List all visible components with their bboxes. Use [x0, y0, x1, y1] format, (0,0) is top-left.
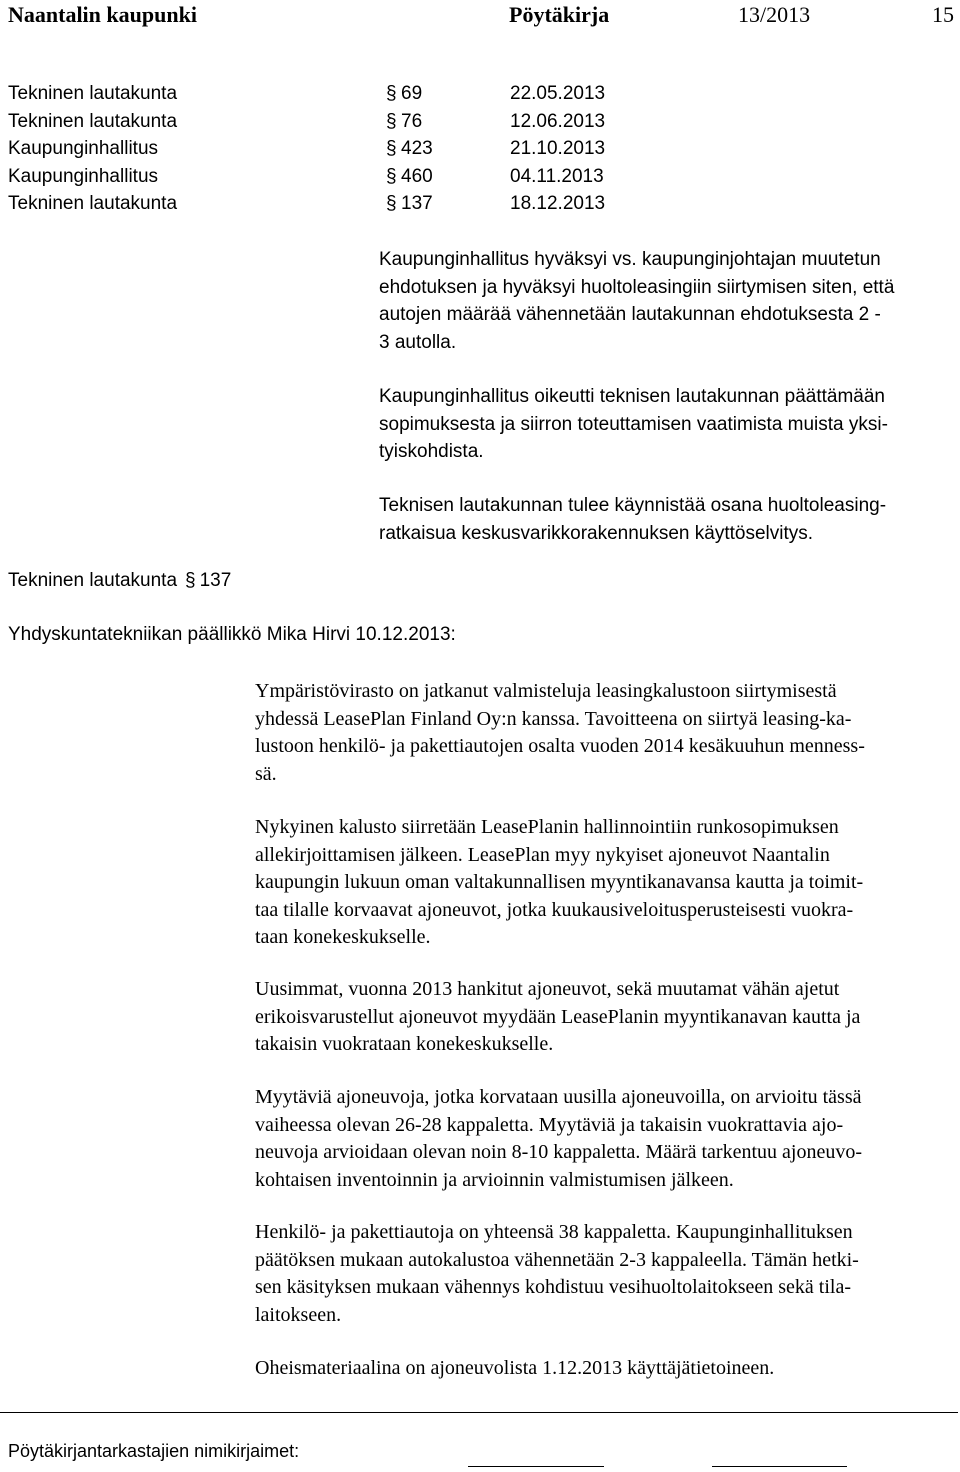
history-number: 76	[401, 110, 423, 132]
current-section-body: Tekninen lautakunta	[8, 570, 178, 591]
decision-paragraph: Teknisen lautakunnan tulee käynnistää osana huoltoleasing- ratkaisua keskusvarikkorakennuksen käyttöselvitys.	[379, 495, 887, 544]
initials-label: Pöytäkirjantarkastajien nimikirjaimet:	[8, 1441, 300, 1461]
initials-line	[712, 1466, 847, 1467]
body-paragraph: Ympäristövirasto on jatkanut valmisteluja leasingkalustoon siirtymisestä yhdessä LeasePlan Finland Oy:n kanssa. Tavoitteena on siirtyä leasing-ka- lustoon henkilö- ja pakettiautojen osalta vuoden 2014 kesäkuuhun menness- sä.	[255, 680, 865, 785]
history-body: Tekninen lautakunta	[8, 110, 178, 132]
history-number: 137	[401, 193, 433, 214]
decision-paragraph: Kaupunginhallitus oikeutti teknisen lautakunnan päättämään sopimuksesta ja siirron toteuttamisen vaatimista muista yksi- tyiskohdista.	[379, 386, 888, 463]
section-symbol: §	[386, 110, 397, 132]
history-date: 22.05.2013	[510, 83, 606, 104]
decision-paragraph: Kaupunginhallitus hyväksyi vs. kaupunginjohtajan muutetun ehdotuksen ja hyväksyi huoltoleasingiin siirtymisen siten, että autojen määrää vähennetään lautakunnan ehdotuksesta 2 - 3 autolla.	[379, 249, 895, 353]
document-number: 13/2013	[738, 2, 811, 27]
history-number: 69	[401, 83, 423, 104]
current-section-number: 137	[199, 570, 232, 591]
history-date: 21.10.2013	[510, 138, 606, 159]
history-row	[8, 163, 708, 191]
body-paragraph: Uusimmat, vuonna 2013 hankitut ajoneuvot, sekä muutamat vähän ajetut erikoisvarustellut ajoneuvot myydään LeasePlanin myyntikanavan kautta ja takaisin vuokrataan konekeskukselle.	[255, 978, 861, 1056]
history-row	[8, 190, 708, 218]
history-body: Kaupunginhallitus	[8, 165, 159, 187]
section-symbol: §	[185, 570, 196, 591]
section-symbol: §	[386, 193, 397, 214]
processing-history	[8, 80, 708, 218]
history-body: Tekninen lautakunta	[8, 83, 178, 104]
section-symbol: §	[386, 165, 397, 187]
section-symbol: §	[386, 138, 397, 159]
initials-line	[468, 1466, 604, 1467]
body-paragraph: Myytäviä ajoneuvoja, jotka korvataan uusilla ajoneuvoilla, on arvioitu tässä vaiheessa olevan 26-28 kappaletta. Myytäviä ja takaisin vuokrattavia ajo- neuvoja arvioidaan olevan noin 8-10 kappaletta. Määrä tarkentuu ajoneuvo- kohtaisen inventoinnin ja arvioinnin valmistumisen jälkeen.	[255, 1086, 862, 1191]
history-body: Tekninen lautakunta	[8, 193, 178, 214]
body-paragraph: Oheismateriaalina on ajoneuvolista 1.12.2013 käyttäjätietoineen.	[255, 1357, 775, 1379]
page-header	[0, 0, 960, 30]
page-number: 15	[932, 2, 954, 27]
section-symbol: §	[386, 83, 397, 104]
body-paragraph: Henkilö- ja pakettiautoja on yhteensä 38 kappaletta. Kaupunginhallituksen päätöksen mukaan autokalustoa vähennetään 2-3 kappaleella. Tämän hetki- sen käsityksen mukaan vähennys kohdistuu vesihuoltolaitokseen sekä tila- laitokseen.	[255, 1221, 859, 1326]
history-row	[8, 80, 708, 108]
history-number: 460	[401, 165, 433, 187]
footer-divider	[0, 1412, 958, 1413]
history-date: 12.06.2013	[510, 110, 606, 132]
history-date: 04.11.2013	[510, 165, 604, 187]
history-date: 18.12.2013	[510, 193, 606, 214]
preparer-line: Yhdyskuntatekniikan päällikkö Mika Hirvi 10.12.2013:	[8, 624, 456, 645]
body-paragraph: Nykyinen kalusto siirretään LeasePlanin hallinnointiin runkosopimuksen allekirjoittamisen jälkeen. LeasePlan myy nykyiset ajoneuvot Naantalin kaupungin lukuun oman valtakunnallisen myyntikanavansa kautta ja toimit- taa tilalle korvaavat ajoneuvot, jotka kuukausiveloitusperusteisesti vuokra- taan konekeskukselle.	[255, 816, 864, 949]
history-body: Kaupunginhallitus	[8, 138, 159, 159]
history-number: 423	[401, 138, 433, 159]
history-row	[8, 108, 708, 136]
current-section	[8, 570, 231, 592]
municipality-name: Naantalin kaupunki	[8, 2, 197, 27]
history-row	[8, 135, 708, 163]
document-type: Pöytäkirja	[509, 2, 610, 27]
